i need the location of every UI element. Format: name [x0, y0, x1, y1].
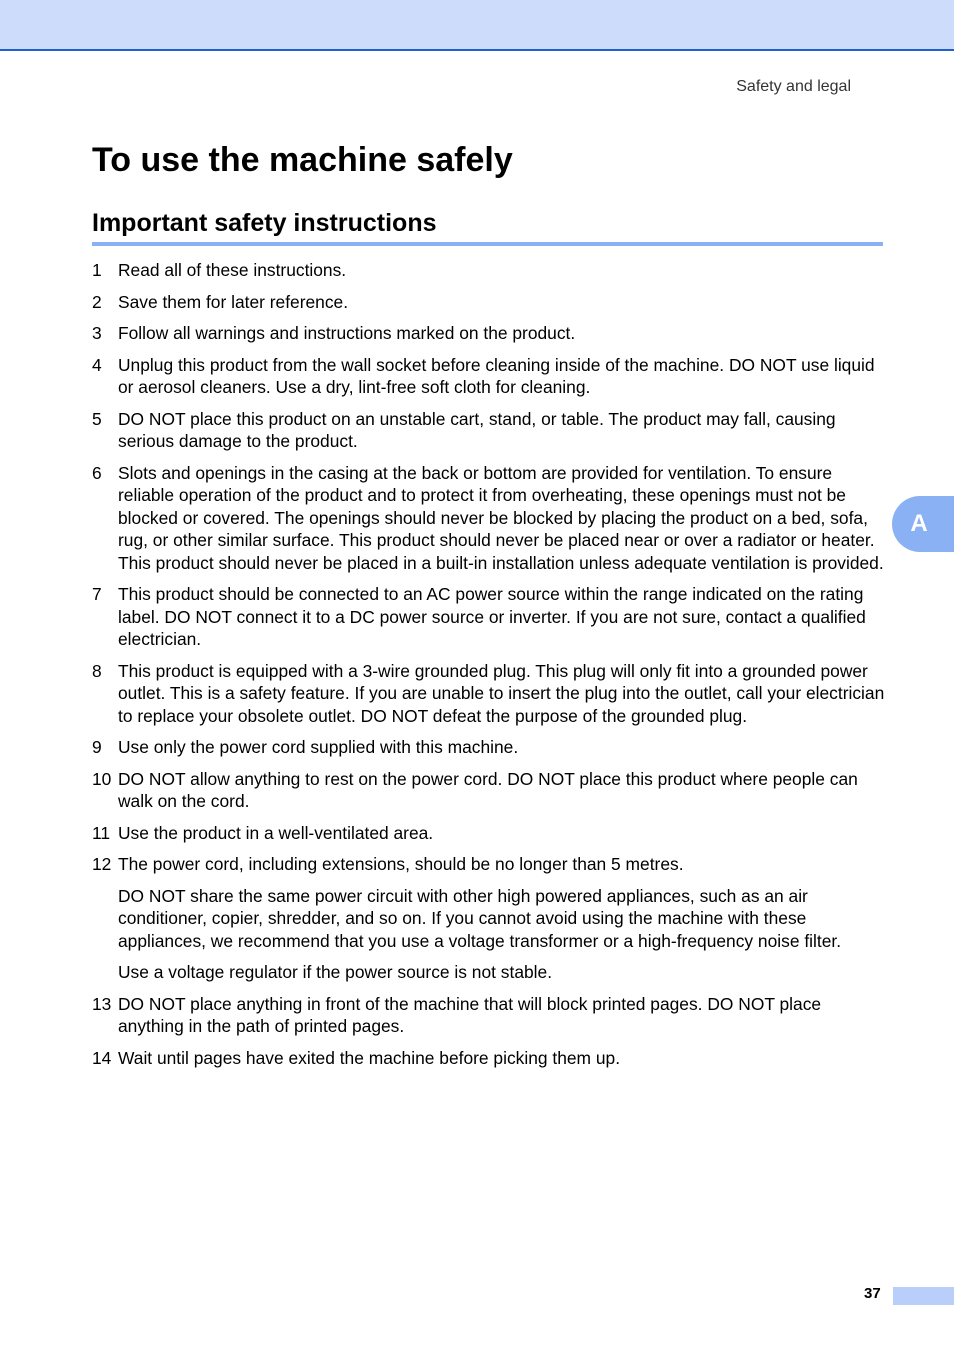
item-text: Slots and openings in the casing at the back or bottom are provided for ventilation. To ensure reliable operation of the product and to protect it from overheating, these openings must not be blocked or covered. The openings should never be blocked by placing the product on a bed, sofa, rug, or other similar surface. This product should never be placed near or over a radiator or heater. This product should never be placed in a built-in installation unless adequate ventilation is provided. [118, 462, 884, 573]
item-number: 5 [92, 408, 102, 429]
item-text: DO NOT place this product on an unstable cart, stand, or table. The product may fall, causing serious damage to the product. [118, 408, 836, 451]
item-text: Use the product in a well-ventilated area. [118, 822, 434, 843]
page-number-bar [893, 1287, 954, 1305]
item-number: 8 [92, 660, 102, 681]
list-item [92, 660, 886, 728]
list-item [92, 583, 886, 651]
item-number: 11 [92, 822, 111, 843]
appendix-tab: A [892, 496, 954, 552]
item-number: 12 [92, 854, 112, 874]
item-text: This product should be connected to an AC power source within the range indicated on the rating label. DO NOT connect it to a DC power source or inverter. If you are not sure, contact a qualified electrician. [118, 584, 866, 649]
item-number: 3 [92, 323, 102, 343]
header-band [0, 0, 954, 51]
list-item [92, 259, 886, 282]
item-number: 10 [92, 768, 112, 789]
item-note: Use a voltage regulator if the power source is not stable. [118, 962, 553, 982]
item-number: 6 [92, 462, 102, 483]
item-text: DO NOT allow anything to rest on the power cord. DO NOT place this product where people can walk on the cord. [118, 768, 858, 811]
item-note: DO NOT share the same power circuit with other high powered appliances, such as an air conditioner, copier, shredder, and so on. If you cannot avoid using the machine with these appliances, we recommend that you use a voltage transformer or a high-frequency noise filter. [118, 885, 842, 951]
item-text: Use only the power cord supplied with this machine. [118, 737, 519, 757]
item-number: 14 [92, 1047, 112, 1068]
section-divider [92, 242, 883, 246]
item-text: The power cord, including extensions, should be no longer than 5 metres. [118, 854, 684, 874]
list-item [92, 408, 886, 453]
item-text: Unplug this product from the wall socket before cleaning inside of the machine. DO NOT use liquid or aerosol cleaners. Use a dry, lint-free soft cloth for cleaning. [118, 354, 875, 397]
item-text: Save them for later reference. [118, 291, 349, 312]
list-item [92, 322, 886, 345]
instruction-list [92, 259, 886, 1078]
list-item [92, 462, 886, 575]
item-text: Follow all warnings and instructions marked on the product. [118, 323, 576, 343]
item-text: Read all of these instructions. [118, 260, 347, 280]
item-text: This product is equipped with a 3-wire grounded plug. This plug will only fit into a grounded power outlet. This is a safety feature. If you are unable to insert the plug into the outlet, call your electrician to replace your obsolete outlet. DO NOT defeat the purpose of the grounded plug. [118, 660, 885, 726]
list-item [92, 291, 886, 314]
page-number: 37 [864, 1285, 881, 1302]
item-number: 1 [92, 260, 102, 280]
item-number: 13 [92, 993, 112, 1014]
item-text: Wait until pages have exited the machine before picking them up. [118, 1047, 621, 1068]
item-number: 2 [92, 291, 102, 312]
list-item [92, 993, 886, 1038]
page-title: To use the machine safely [92, 141, 513, 179]
item-number: 7 [92, 584, 102, 604]
item-text: DO NOT place anything in front of the machine that will block printed pages. DO NOT place anything in the path of printed pages. [118, 993, 822, 1036]
item-number: 9 [92, 737, 102, 757]
list-item [92, 768, 886, 813]
list-item [92, 822, 886, 845]
list-item [92, 1047, 886, 1070]
list-item [92, 736, 886, 759]
item-number: 4 [92, 354, 102, 375]
list-item [92, 354, 886, 399]
running-header: Safety and legal [736, 78, 851, 95]
section-heading: Important safety instructions [92, 209, 437, 237]
list-item [92, 853, 886, 876]
